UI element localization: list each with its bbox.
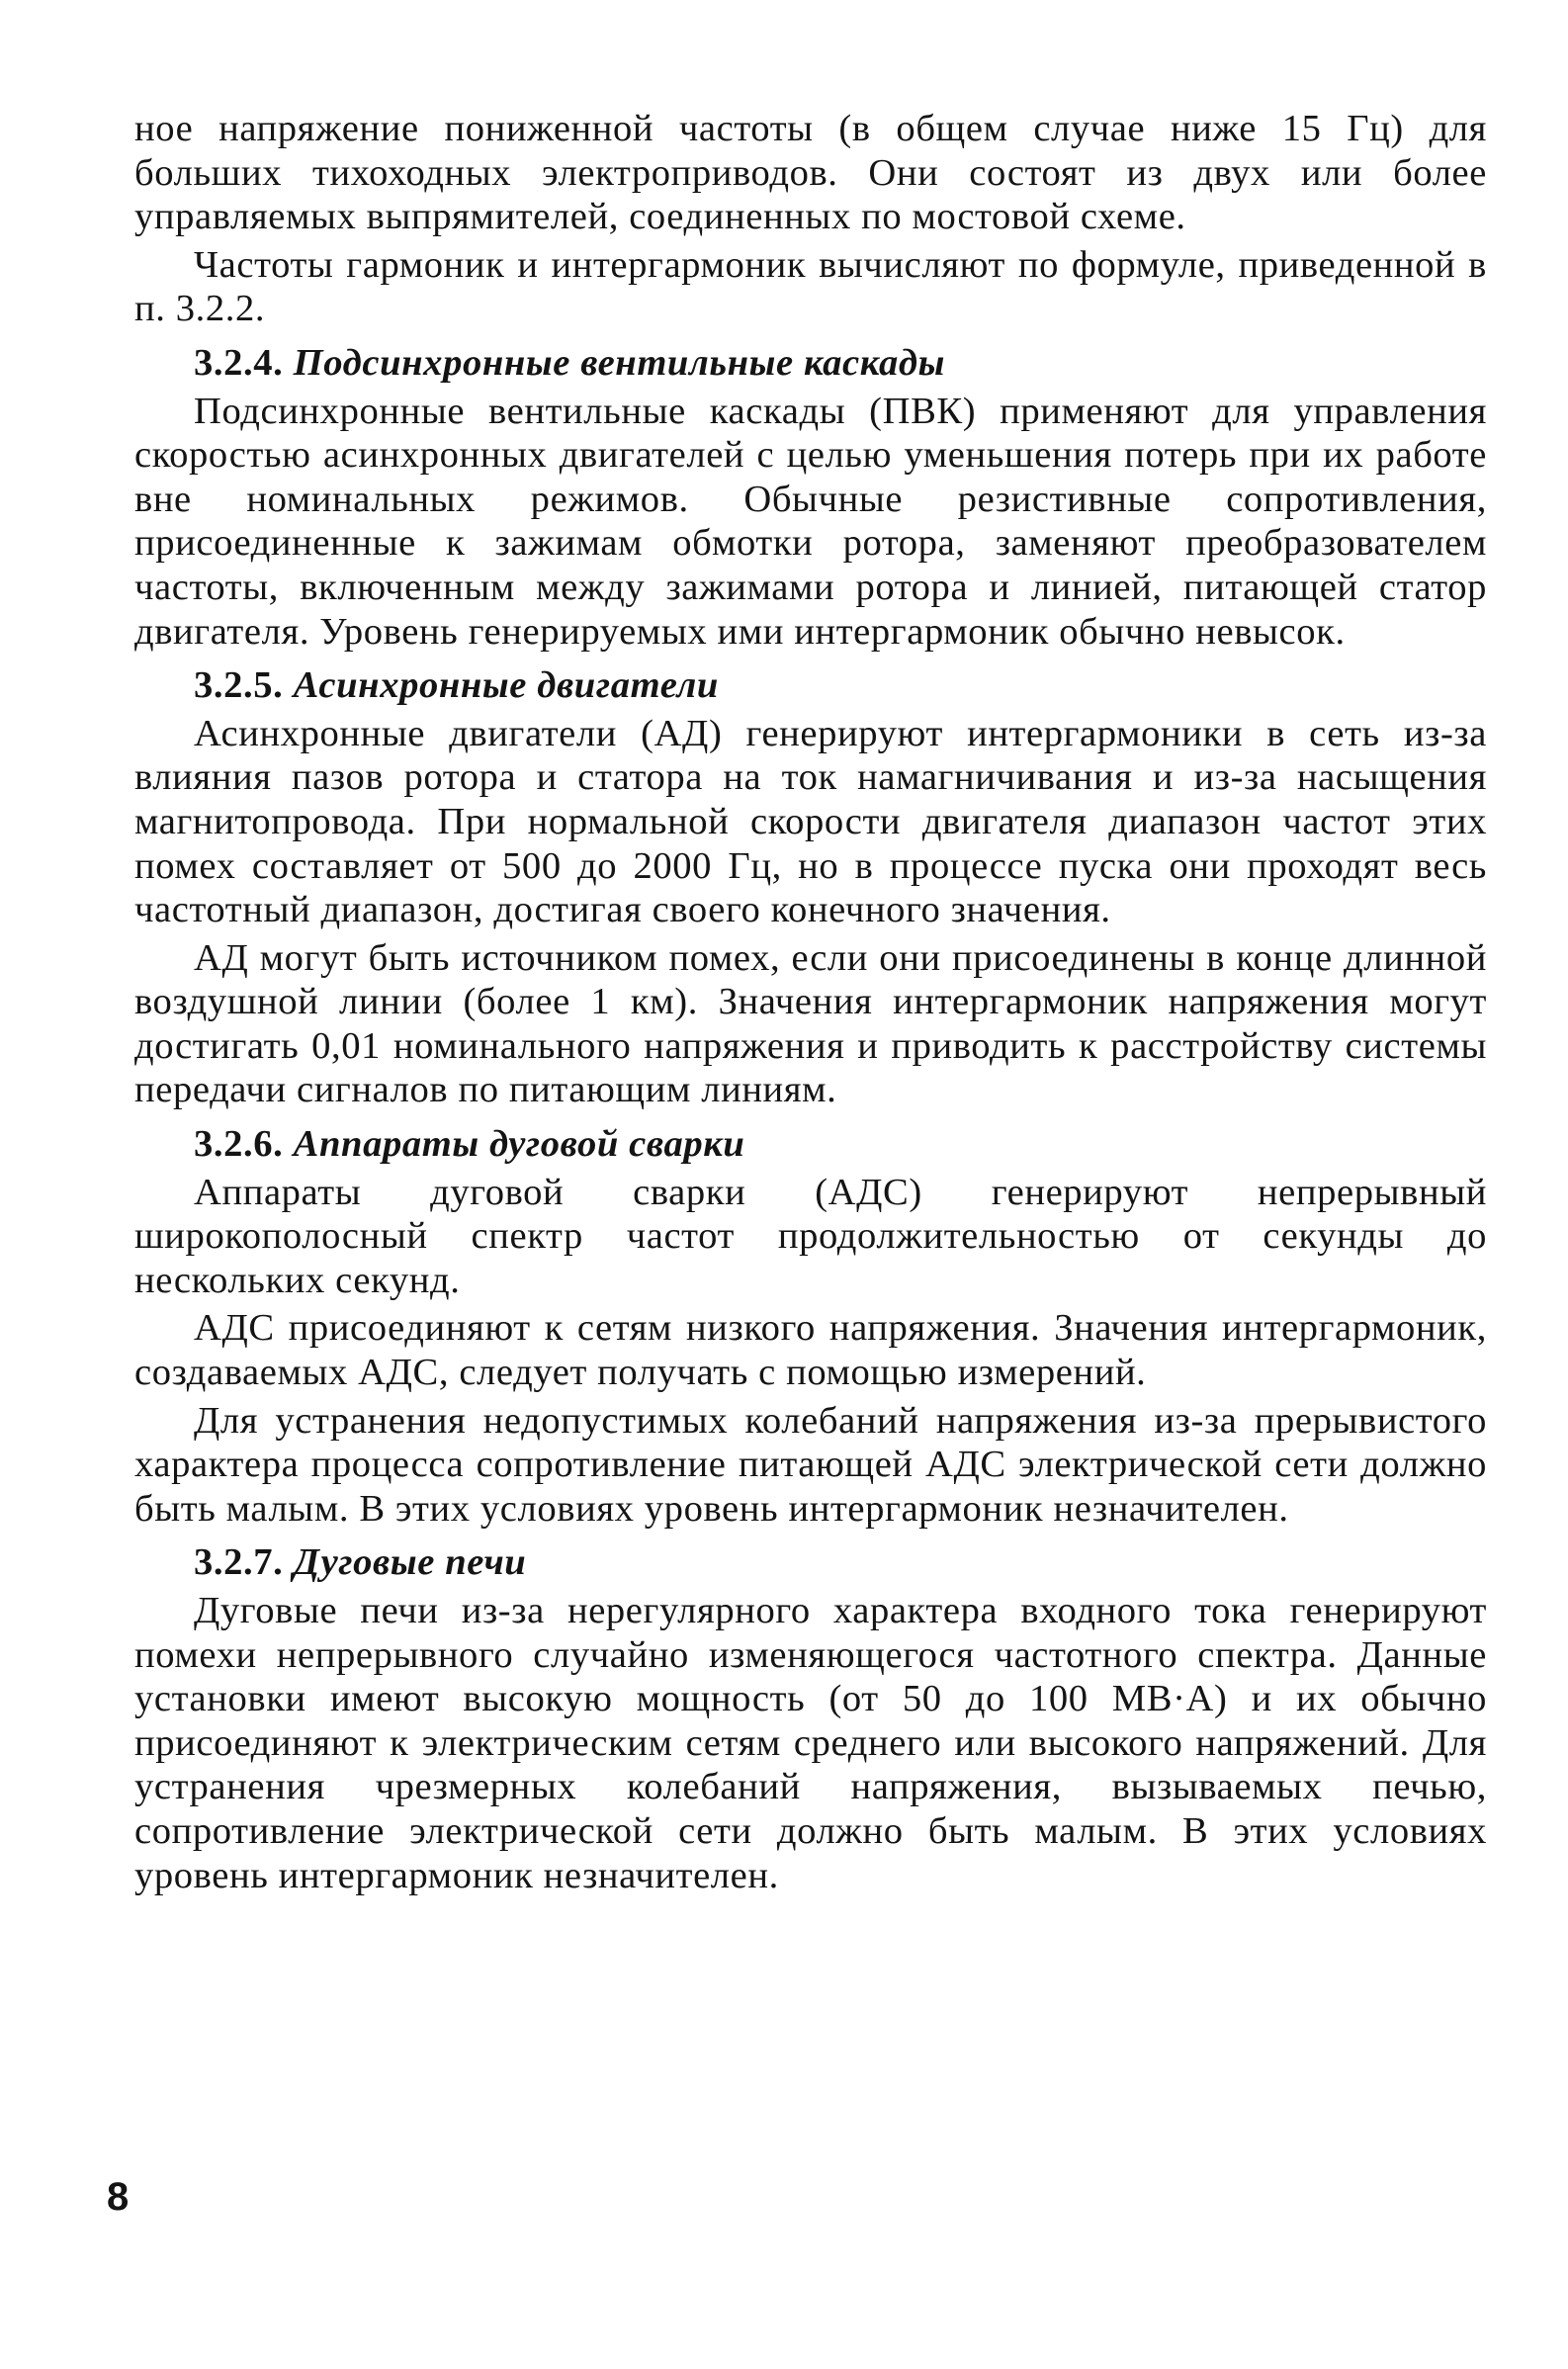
section-heading-3-2-5 bbox=[134, 663, 1487, 708]
paragraph-3-2-6-body-1: Аппараты дуговой сварки (АДС) генерируют непрерывный широкополосный спектр частот продолжительностью от секунды до нескольких секунд. bbox=[134, 1171, 1487, 1301]
section-title: Асинхронные двигатели bbox=[293, 664, 719, 707]
section-heading-3-2-7 bbox=[134, 1540, 1487, 1585]
section-number: 3.2.5. bbox=[194, 664, 284, 707]
section-number: 3.2.7. bbox=[194, 1541, 284, 1584]
paragraph-3-2-4-body: Подсинхронные вентильные каскады (ПВК) применяют для управления скоростью асинхронных двигателей с целью уменьшения потерь при их работе вне номинальных режимов. Обычные резистивные сопротивления, присоединенные к зажимам обмотки ротора, заменяют преобразователем частоты, включенным между зажимами ротора и линией, питающей статор двигателя. Уровень генерируемых ими интергармоник обычно невысок. bbox=[134, 390, 1487, 653]
document-page bbox=[134, 107, 1487, 1897]
section-heading-3-2-4 bbox=[134, 341, 1487, 386]
section-number: 3.2.4. bbox=[194, 341, 284, 384]
section-title: Подсинхронные вентильные каскады bbox=[293, 341, 945, 384]
section-heading-3-2-6 bbox=[134, 1122, 1487, 1167]
paragraph-3-2-5-body-2: АД могут быть источником помех, если они присоединены в конце длинной воздушной линии (более 1 км). Значения интергармоник напряжения могут достигать 0,01 номинального напряжения и приводить к расстройству системы передачи сигналов по питающим линиям. bbox=[134, 936, 1487, 1111]
section-title: Дуговые печи bbox=[293, 1541, 527, 1584]
paragraph-3-2-5-body-1: Асинхронные двигатели (АД) генерируют интергармоники в сеть из-за влияния пазов ротора и статора на ток намагничивания и из-за насыщения магнитопровода. При нормальной скорости двигателя диапазон частот этих помех составляет от 500 до 2000 Гц, но в процессе пуска они проходят весь частотный диапазон, достигая своего конечного значения. bbox=[134, 712, 1487, 931]
paragraph-harmonic-frequencies: Частоты гармоник и интергармоник вычисляют по формуле, приведенной в п. 3.2.2. bbox=[134, 243, 1487, 330]
paragraph-intro-continued: ное напряжение пониженной частоты (в общем случае ниже 15 Гц) для больших тихоходных электроприводов. Они состоят из двух или более управляемых выпрямителей, соединенных по мостовой схеме. bbox=[134, 108, 1487, 238]
section-number: 3.2.6. bbox=[194, 1123, 284, 1166]
page-number: 8 bbox=[107, 2175, 130, 2219]
section-title: Аппараты дуговой сварки bbox=[293, 1123, 745, 1166]
paragraph-3-2-7-body: Дуговые печи из-за нерегулярного характера входного тока генерируют помехи непрерывного случайно изменяющегося частотного спектра. Данные установки имеют высокую мощность (от 50 до 100 МВ·А) и их обычно присоединяют к электрическим сетям среднего или высокого напряжений. Для устранения чрезмерных колебаний напряжения, вызываемых печью, сопротивление электрической сети должно быть малым. В этих условиях уровень интергармоник незначителен. bbox=[134, 1590, 1487, 1896]
paragraph-3-2-6-body-2: АДС присоединяют к сетям низкого напряжения. Значения интергармоник, создаваемых АДС, следует получать с помощью измерений. bbox=[134, 1307, 1487, 1394]
paragraph-3-2-6-body-3: Для устранения недопустимых колебаний напряжения из-за прерывистого характера процесса сопротивление питающей АДС электрической сети должно быть малым. В этих условиях уровень интергармоник незначителен. bbox=[134, 1399, 1487, 1530]
